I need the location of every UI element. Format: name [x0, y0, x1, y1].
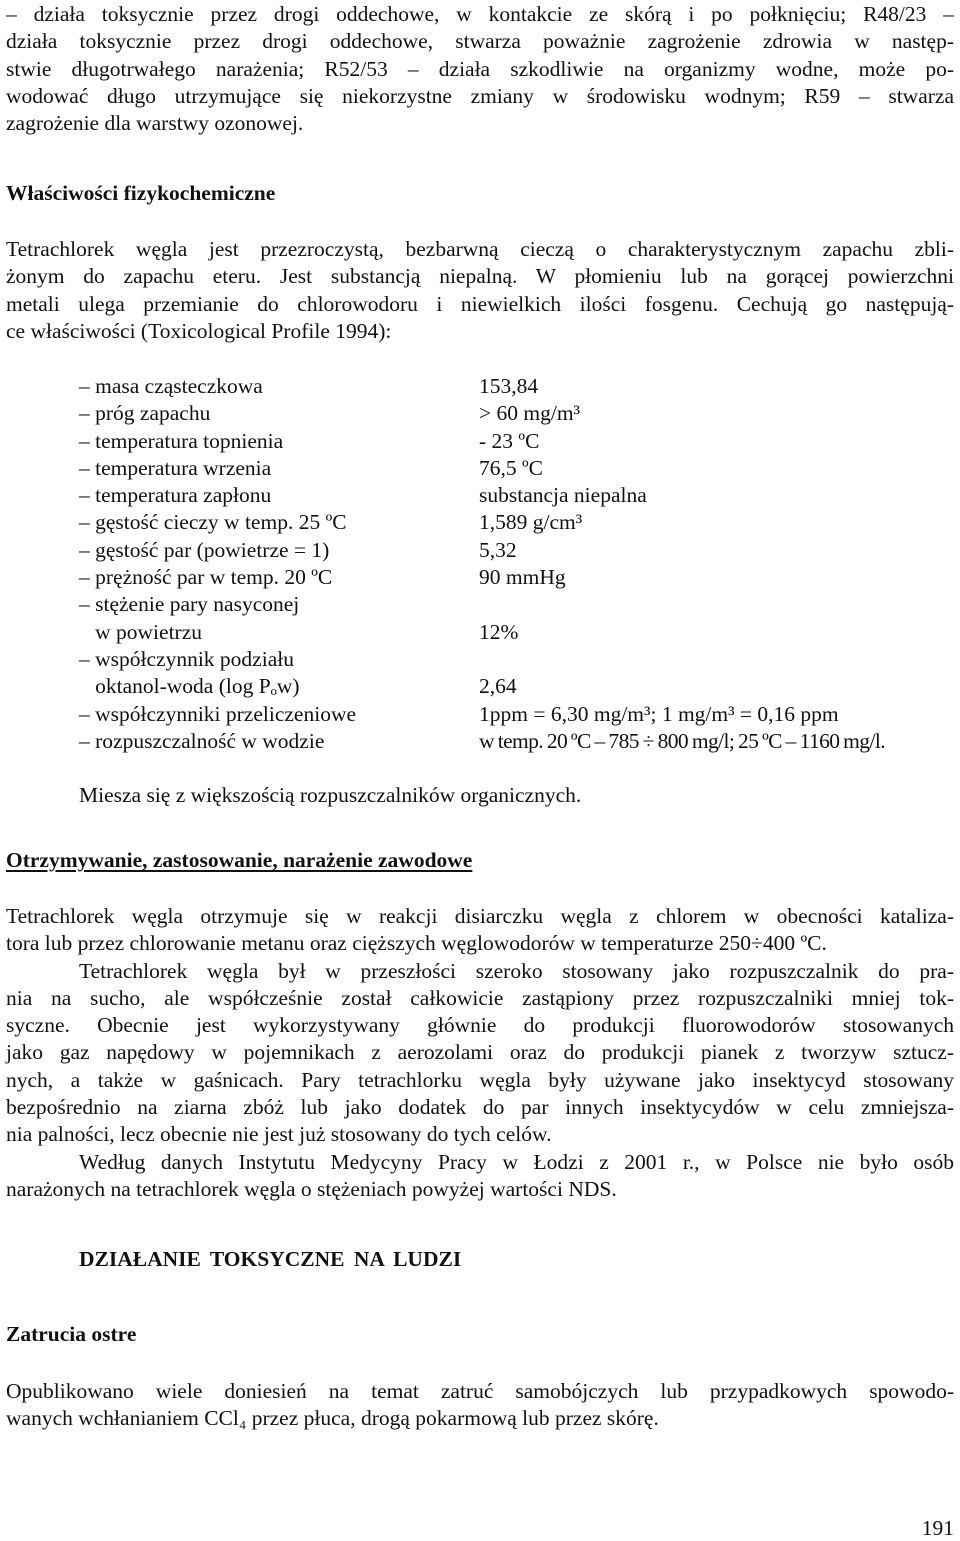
production-line: narażonych na tetrachlorek węgla o stężeniach powyżej wartości NDS.	[6, 1176, 617, 1201]
property-value: 153,84	[479, 374, 539, 398]
intro-paragraph	[6, 1, 954, 137]
production-line: Tetrachlorek węgla był w przeszłości szeroko stosowany jako rozpuszczalnik do pra-	[79, 958, 954, 983]
property-row	[79, 400, 959, 427]
acute-poisoning-line: Opublikowano wiele doniesień na temat zatruć samobójczych lub przypadkowych spowodo-	[6, 1379, 954, 1403]
property-label: – temperatura wrzenia	[79, 455, 272, 480]
property-value: 1,589 g/cm³	[479, 510, 583, 535]
property-label: – rozpuszczalność w wodzie	[79, 728, 325, 753]
heading-acute-poisoning: Zatrucia ostre	[6, 1322, 137, 1346]
property-label: – temperatura zapłonu	[79, 483, 272, 508]
production-line: nych, a także w gaśnicach. Pary tetrachlorku węgla były używane jako insektycyd stosowany	[6, 1067, 954, 1092]
property-label: – współczynniki przeliczeniowe	[79, 701, 357, 726]
physicochemical-line: żonym do zapachu eteru. Jest substancją niepalną. W płomieniu lub na gorącej powierzchni	[6, 264, 954, 289]
property-value: w temp. 20 ºC – 785 ÷ 800 mg/l; 25 ºC – 1160 mg/l.	[479, 728, 885, 753]
property-row	[79, 728, 959, 755]
property-row	[79, 646, 959, 673]
property-value: 2,64	[479, 674, 517, 699]
property-row	[79, 455, 959, 482]
property-value: 5,32	[479, 537, 517, 562]
heading-toxic-effects: DZIAŁANIE TOKSYCZNE NA LUDZI	[79, 1247, 462, 1271]
intro-line: wodować długo utrzymujące się niekorzystne zmiany w środowisku wodnym; R59 – stwarza	[6, 83, 954, 108]
production-line: Według danych Instytutu Medycyny Pracy w Łodzi z 2001 r., w Polsce nie było osób	[79, 1149, 954, 1174]
heading-physicochemical: Właściwości fizykochemiczne	[6, 181, 276, 205]
acute-poisoning-line: wanych wchłanianiem CCl₄ przez płuca, drogą pokarmową lub przez skórę.	[6, 1406, 659, 1431]
production-line: tora lub przez chlorowanie metanu oraz cięższych węglowodorów w temperaturze 250÷400 ºC.	[6, 931, 827, 956]
property-value: 1ppm = 6,30 mg/m³; 1 mg/m³ = 0,16 ppm	[479, 701, 839, 726]
page-number: 191	[921, 1516, 954, 1540]
acute-poisoning-paragraph	[6, 1378, 954, 1433]
property-row	[79, 591, 959, 618]
property-label: – współczynnik podziału	[79, 646, 294, 671]
property-value: > 60 mg/m³	[479, 401, 580, 426]
intro-line: działa toksycznie przez drogi oddechowe, stwarza poważnie zagrożenie zdrowia w następ-	[6, 29, 954, 54]
production-line: Tetrachlorek węgla otrzymuje się w reakcji disiarczku węgla z chlorem w obecności kataliza-	[6, 904, 954, 928]
production-line: nia palności, lecz obecnie nie jest już stosowany do tych celów.	[6, 1122, 552, 1147]
property-label: oktanol-woda (log Pₒᴡ)	[79, 674, 300, 699]
property-label: – próg zapachu	[79, 401, 211, 426]
production-line: nia na sucho, ale współcześnie został całkowicie zastąpiony przez rozpuszczalniki mniej tok-	[6, 985, 954, 1010]
property-row	[79, 428, 959, 455]
property-value: - 23 ºC	[479, 428, 540, 453]
property-value: 76,5 ºC	[479, 455, 544, 480]
property-value: 12%	[479, 619, 519, 644]
physicochemical-paragraph	[6, 236, 954, 345]
production-line: jako gaz napędowy w pojemnikach z aerozolami oraz do produkcji pianek z tworzyw sztucz-	[6, 1040, 954, 1065]
production-line: syczne. Obecnie jest wykorzystywany głównie do produkcji fluorowodorów stosowanych	[6, 1013, 954, 1038]
property-label: – gęstość cieczy w temp. 25 ºC	[79, 510, 347, 535]
miscibility-note: Miesza się z większością rozpuszczalników organicznych.	[79, 783, 582, 807]
production-paragraph	[6, 903, 954, 1203]
property-row	[79, 701, 959, 728]
property-row	[79, 373, 959, 400]
property-label: – masa cząsteczkowa	[79, 374, 263, 398]
property-row	[79, 537, 959, 564]
intro-line: – działa toksycznie przez drogi oddechowe, w kontakcie ze skórą i po połknięciu; R48/23 –	[6, 2, 954, 26]
property-value: substancja niepalna	[479, 483, 647, 508]
intro-line: stwie długotrwałego narażenia; R52/53 – działa szkodliwie na organizmy wodne, może po-	[6, 56, 954, 81]
production-line: bezpośrednio na ziarna zbóż lub jako dodatek do par innych insektycydów w celu zmniejsza-	[6, 1095, 954, 1120]
property-row	[79, 673, 959, 700]
property-row	[79, 482, 959, 509]
property-value: 90 mmHg	[479, 565, 566, 590]
property-row	[79, 619, 959, 646]
property-row	[79, 564, 959, 591]
property-label: – temperatura topnienia	[79, 428, 284, 453]
physicochemical-line: ce właściwości (Toxicological Profile 1994):	[6, 318, 392, 343]
property-label: – prężność par w temp. 20 ºC	[79, 565, 333, 590]
physicochemical-line: Tetrachlorek węgla jest przezroczystą, bezbarwną cieczą o charakterystycznym zapachu zbli-	[6, 237, 954, 261]
heading-production: Otrzymywanie, zastosowanie, narażenie zawodowe	[6, 848, 473, 872]
physicochemical-line: metali ulega przemianie do chlorowodoru i niewielkich ilości fosgenu. Cechują go następują-	[6, 291, 954, 316]
intro-line: zagrożenie dla warstwy ozonowej.	[6, 111, 304, 136]
property-label: – gęstość par (powietrze = 1)	[79, 537, 330, 562]
property-label: w powietrzu	[79, 619, 202, 644]
property-row	[79, 509, 959, 536]
property-label: – stężenie pary nasyconej	[79, 592, 300, 617]
properties-list	[79, 373, 959, 755]
